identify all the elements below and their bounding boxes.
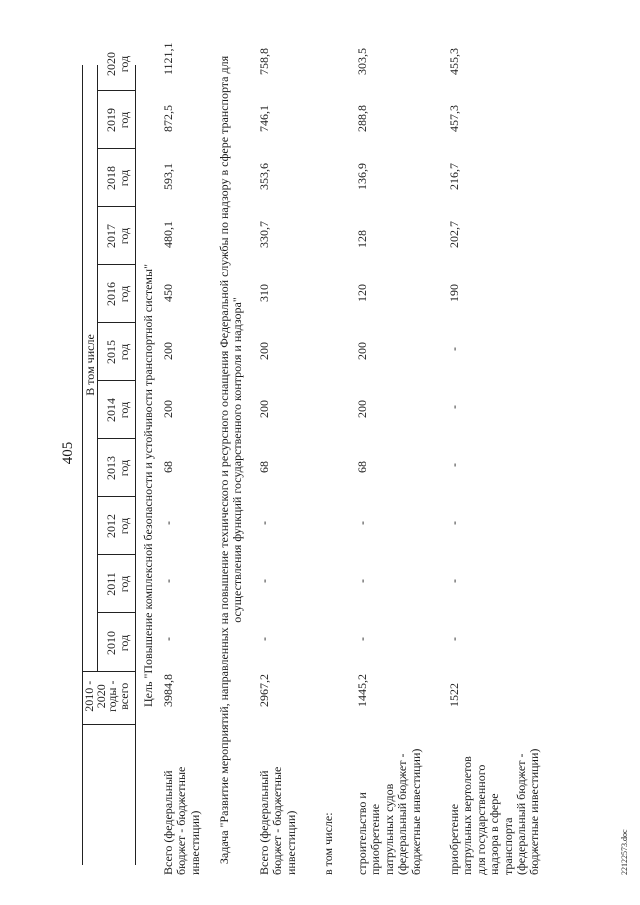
row-value-2019: 457,3 (447, 105, 461, 132)
year-header-2015: 2015 год (104, 340, 131, 364)
row-label-patrol-helicopters: приобретение патрульных вертолетов для государственного надзора в сфере транспорта (федеральный бюджет - бюджетные инвестиции) (447, 748, 542, 875)
row-value-2011: - (355, 579, 369, 583)
year-header-2011: 2011 год (104, 572, 131, 596)
task-title: Задача "Развитие мероприятий, направленных на повышение технического и ресурсного оснащения Федеральной службы по надзору в сфере транспорта для осуществления функций государственного контроля и надзора" (217, 55, 245, 865)
year-divider (97, 322, 136, 323)
year-header-2012: 2012 год (104, 514, 131, 538)
row-value-2013: 68 (355, 461, 369, 473)
row-value-2012: - (161, 521, 175, 525)
subtotal-group-header: В том числе (83, 334, 97, 396)
document-filename: 22122573.doc (620, 829, 629, 875)
row-value-2018: 353,6 (257, 163, 271, 190)
row-value-2020: 758,8 (257, 48, 271, 75)
row-value-2017: 330,7 (257, 221, 271, 248)
year-divider (97, 438, 136, 439)
table-top-border (82, 65, 83, 865)
year-header-2013: 2013 год (104, 456, 131, 480)
row-value-2010: - (447, 637, 461, 641)
year-header-2017: 2017 год (104, 224, 131, 248)
row-label-task-total: Всего (федеральный бюджет - бюджетные инвестиции) (257, 766, 298, 875)
year-header-2014: 2014 год (104, 398, 131, 422)
year-divider (97, 206, 136, 207)
row-value-2014: 200 (161, 400, 175, 418)
row-value-2017: 480,1 (161, 221, 175, 248)
row-total-value: 1445,2 (355, 674, 369, 707)
year-divider (97, 554, 136, 555)
header-bottom-border (135, 65, 136, 865)
row-value-2015: 200 (355, 342, 369, 360)
row-value-2010: - (355, 637, 369, 641)
page-number: 405 (60, 441, 76, 465)
year-header-2016: 2016 год (104, 282, 131, 306)
row-value-2013: 68 (257, 461, 271, 473)
row-value-2011: - (161, 579, 175, 583)
row-value-2011: - (447, 579, 461, 583)
row-value-2018: 216,7 (447, 163, 461, 190)
row-value-2020: 1121,1 (161, 42, 175, 75)
row-label-patrol-vessels: строительство и приобретение патрульных судов (федеральный бюджет - бюджетные инвестиции) (355, 748, 423, 875)
goal-title: Цель "Повышение комплексной безопасности и устойчивости транспортной системы" (141, 264, 155, 707)
row-value-2020: 303,5 (355, 48, 369, 75)
row-value-2010: - (257, 637, 271, 641)
year-divider (97, 264, 136, 265)
row-value-2018: 593,1 (161, 163, 175, 190)
year-divider (97, 90, 136, 91)
label-column-divider (82, 724, 136, 725)
row-value-2016: 190 (447, 284, 461, 302)
row-value-2019: 288,8 (355, 105, 369, 132)
row-label-including: в том числе: (321, 812, 335, 875)
total-column-header: 2010 - 2020 годы - всего (82, 680, 131, 712)
year-header-2010: 2010 год (104, 631, 131, 655)
row-value-2018: 136,9 (355, 163, 369, 190)
row-total-value: 1522 (447, 683, 461, 707)
year-divider (97, 612, 136, 613)
year-header-2018: 2018 год (104, 166, 131, 190)
row-value-2016: 310 (257, 284, 271, 302)
row-total-value: 2967,2 (257, 674, 271, 707)
row-value-2012: - (257, 521, 271, 525)
row-value-2012: - (447, 521, 461, 525)
row-value-2011: - (257, 579, 271, 583)
row-value-2015: - (447, 347, 461, 351)
row-value-2014: 200 (257, 400, 271, 418)
row-value-2020: 455,3 (447, 48, 461, 75)
row-value-2016: 120 (355, 284, 369, 302)
row-value-2016: 450 (161, 284, 175, 302)
row-value-2014: - (447, 405, 461, 409)
year-divider (97, 148, 136, 149)
row-value-2017: 128 (355, 230, 369, 248)
row-value-2012: - (355, 521, 369, 525)
row-value-2014: 200 (355, 400, 369, 418)
row-value-2013: 68 (161, 461, 175, 473)
total-column-divider (82, 671, 136, 672)
row-value-2017: 202,7 (447, 221, 461, 248)
row-label-total: Всего (федеральный бюджет - бюджетные инвестиции) (161, 766, 202, 875)
row-total-value: 3984,8 (161, 674, 175, 707)
row-value-2019: 872,5 (161, 105, 175, 132)
year-header-2020: 2020 год (104, 52, 131, 76)
row-value-2015: 200 (161, 342, 175, 360)
row-value-2019: 746,1 (257, 105, 271, 132)
year-divider (97, 380, 136, 381)
year-divider (97, 496, 136, 497)
year-header-2019: 2019 год (104, 108, 131, 132)
row-value-2013: - (447, 463, 461, 467)
header-group-divider (97, 65, 98, 672)
row-value-2010: - (161, 637, 175, 641)
row-value-2015: 200 (257, 342, 271, 360)
